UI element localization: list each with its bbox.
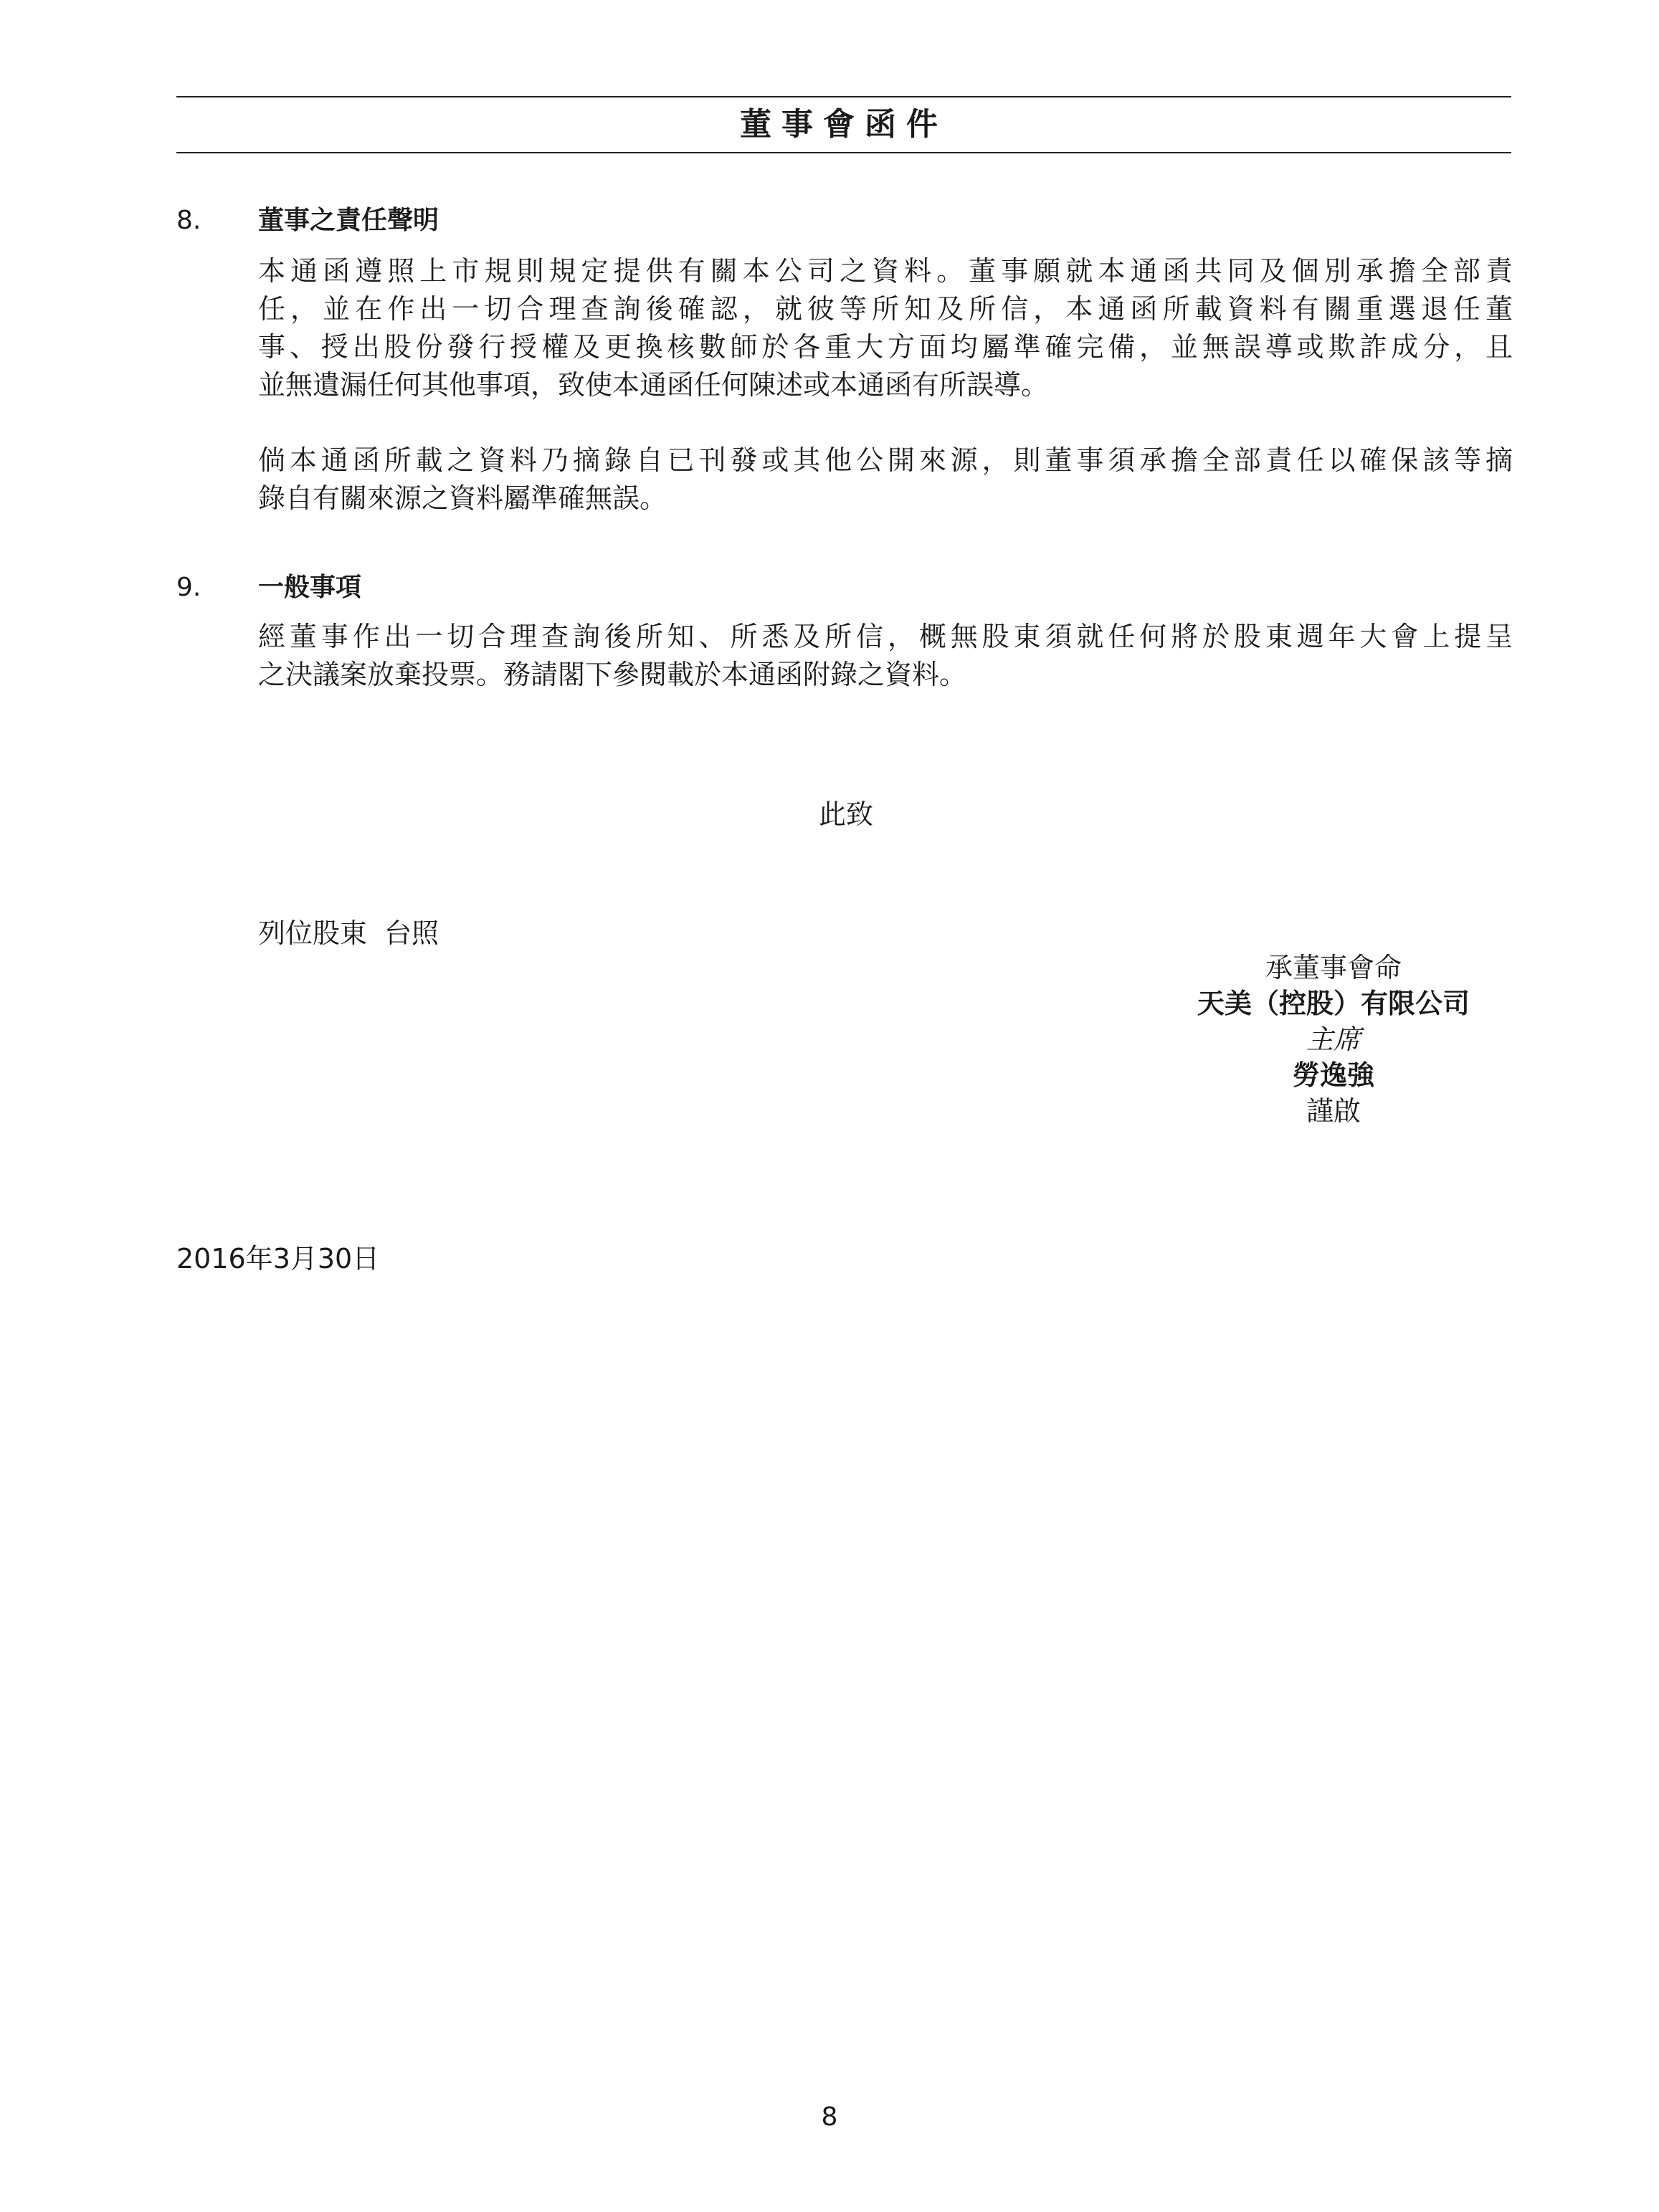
paragraph-line: 之決議案放棄投票。務請閣下參閱載於本通函附錄之資料。 (258, 659, 967, 690)
paragraph-line: 錄自有關來源之資料屬準確無誤。 (258, 482, 667, 514)
addressee-recipients: 列位股東 (258, 917, 368, 949)
addressee-salutation: 台照 (384, 917, 439, 949)
signature-sign-off: 謹啟 (1306, 1095, 1361, 1127)
page-number: 8 (821, 2102, 838, 2132)
header-bottom-rule (176, 152, 1511, 153)
section-8-paragraph-2 (258, 442, 1513, 518)
signature-name: 勞逸強 (1292, 1059, 1374, 1091)
signature-company: 天美（控股）有限公司 (1197, 988, 1470, 1019)
paragraph-line: 任，並在作出一切合理查詢後確認，就彼等所知及所信，本通函所載資料有關重選退任董 (258, 293, 1513, 325)
paragraph-line: 事、授出股份發行授權及更換核數師於各重大方面均屬準確完備，並無誤導或欺詐成分，且 (258, 331, 1513, 363)
letter-addressee (258, 915, 439, 953)
section-8-number: 8. (176, 206, 201, 235)
signature-on-behalf: 承董事會命 (1265, 952, 1402, 983)
letter-closing: 此致 (818, 798, 873, 830)
header-top-rule (176, 96, 1511, 97)
paragraph-line: 本通函遵照上市規則規定提供有關本公司之資料。董事願就本通函共同及個別承擔全部責 (258, 255, 1513, 287)
signature-block (1133, 950, 1534, 1129)
section-9-paragraph-1 (258, 618, 1513, 694)
signature-title: 主席 (1306, 1024, 1361, 1055)
paragraph-line: 並無遺漏任何其他事項，致使本通函任何陳述或本通函有所誤導。 (258, 369, 1049, 401)
paragraph-line: 倘本通函所載之資料乃摘錄自已刊發或其他公開來源，則董事須承擔全部責任以確保該等摘 (258, 444, 1513, 476)
paragraph-line: 經董事作出一切合理查詢後所知、所悉及所信，概無股東須就任何將於股東週年大會上提呈 (258, 621, 1513, 652)
section-9-heading: 一般事項 (258, 573, 362, 602)
section-8-heading: 董事之責任聲明 (258, 206, 439, 235)
section-8-paragraph-1 (258, 252, 1513, 404)
page-header-title: 董事會函件 (740, 106, 948, 143)
letter-date: 2016年3月30日 (176, 1243, 380, 1274)
section-9-number: 9. (176, 573, 201, 602)
